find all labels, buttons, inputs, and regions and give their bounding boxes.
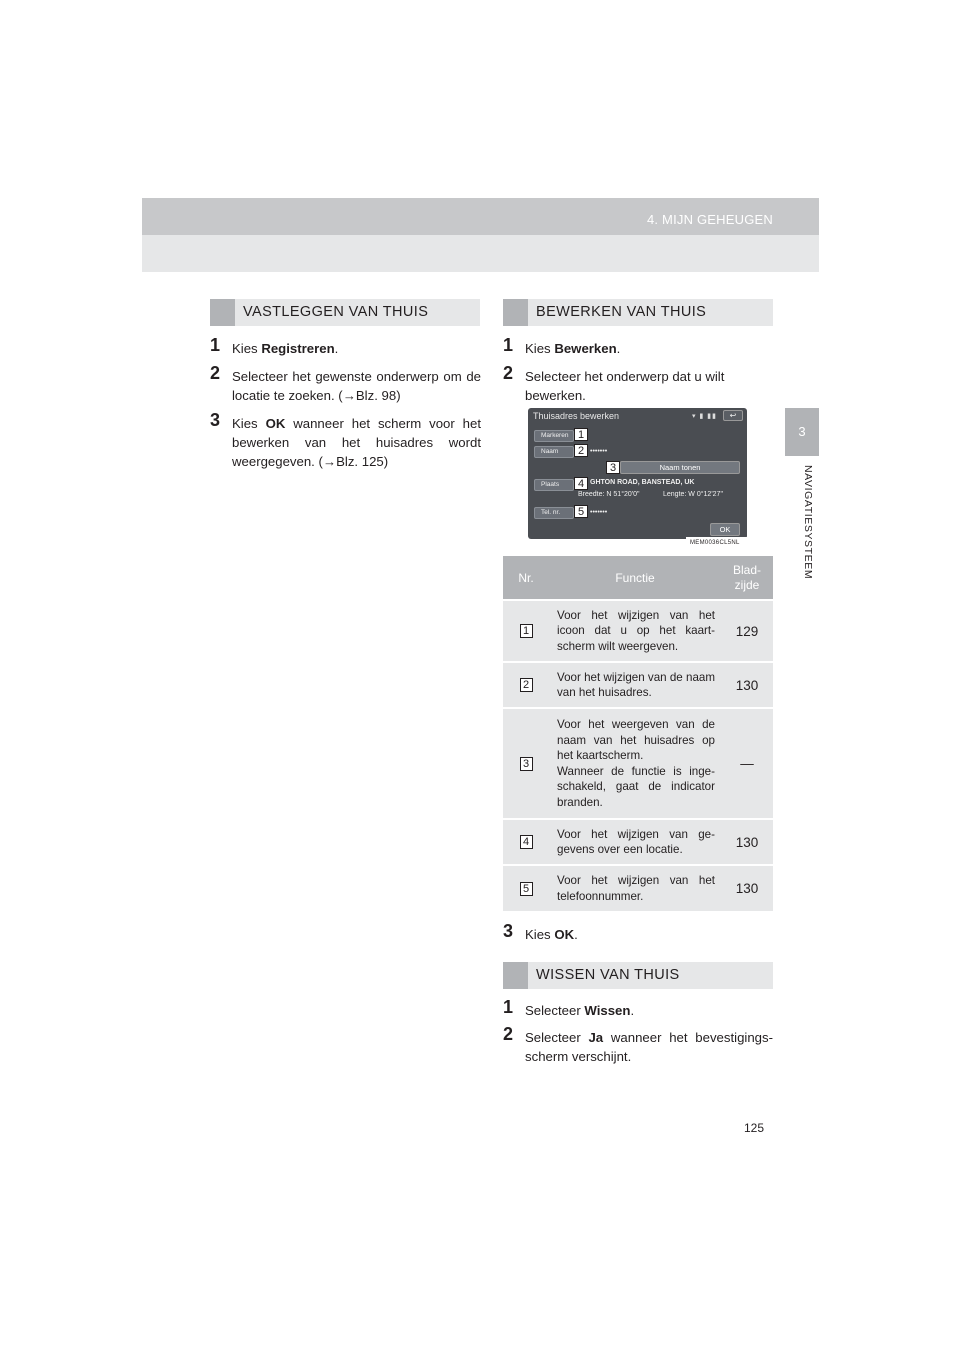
step-right-3 — [503, 921, 773, 944]
step-number: 2 — [503, 1024, 514, 1044]
step-left-3 — [210, 410, 481, 471]
step-text — [503, 1001, 773, 1020]
row-number-box: 4 — [520, 835, 533, 849]
step-text-post: . — [616, 341, 621, 356]
row-page: 130 — [721, 662, 773, 708]
row-number-box: 3 — [520, 757, 533, 771]
step-number: 2 — [210, 363, 221, 383]
row-number-box: 2 — [520, 678, 533, 692]
header-bar — [142, 198, 819, 235]
image-code: MEM0036CL5NL — [690, 540, 740, 546]
page-number: 125 — [744, 1121, 765, 1135]
table-row — [503, 662, 773, 708]
row-number — [503, 600, 549, 662]
callout-4: 4 — [574, 477, 588, 490]
step-text — [503, 339, 773, 358]
step-text: Selecteer het onderwerp dat u wilt bewerken. — [525, 369, 725, 403]
row-page: 130 — [721, 865, 773, 911]
section-vastleggen — [210, 299, 480, 326]
step-left-1 — [210, 335, 481, 358]
step-text — [210, 414, 481, 471]
row-page: — — [721, 708, 773, 819]
col-header-functie: Functie — [549, 556, 721, 600]
naam-tonen-button: Naam tonen — [620, 461, 740, 474]
step-text-pre: Selecteer — [525, 1030, 589, 1045]
step-text-bold: Ja — [588, 1030, 604, 1045]
step-text-bold: OK — [554, 927, 575, 942]
row-function-note: Wanneer de functie is inge-schakeld, gaat de indicator branden. — [557, 764, 715, 809]
tel-button: Tel. nr. — [534, 507, 574, 519]
callout-2: 2 — [574, 444, 588, 457]
row-function: Voor het wijzigen van de naam van het huisadres. — [549, 662, 721, 708]
row-number-box: 5 — [520, 882, 533, 896]
step-number: 3 — [503, 921, 514, 941]
longitude-value: Lengte: W 0°12'27" — [663, 491, 723, 498]
section-title: BEWERKEN VAN THUIS — [536, 304, 707, 320]
step-text-post: . — [630, 1003, 635, 1018]
step-text-pre: Kies — [525, 341, 555, 356]
step-text-bold: Registreren — [261, 341, 335, 356]
row-number — [503, 865, 549, 911]
step-text-pre: Kies — [232, 341, 262, 356]
step-left-2 — [210, 363, 481, 405]
section-marker — [503, 299, 528, 326]
row-number-box: 1 — [520, 624, 533, 638]
naam-button: Naam — [534, 446, 574, 458]
section-marker — [503, 962, 528, 989]
section-marker — [210, 299, 235, 326]
tel-value: ••••••• — [590, 509, 608, 516]
section-bewerken — [503, 299, 773, 326]
back-icon: ↩ — [723, 410, 743, 421]
step-text-bold: OK — [265, 416, 286, 431]
markeren-button: Markeren — [534, 430, 574, 442]
address-value: GHTON ROAD, BANSTEAD, UK — [590, 479, 695, 486]
step-wissen-2 — [503, 1024, 773, 1066]
row-function-text: Voor het weergeven van de naam van het huisadres op het kaartscherm. — [557, 718, 715, 762]
callout-3: 3 — [606, 461, 620, 474]
table-row — [503, 819, 773, 865]
step-text-post: . — [334, 341, 339, 356]
step-text-pre: Selecteer — [525, 1003, 585, 1018]
step-number: 1 — [210, 335, 221, 355]
ok-button: OK — [710, 523, 740, 536]
step-text: Selecteer het gewenste onderwerp om de locatie te zoeken. (→Blz. 98) — [232, 369, 481, 403]
step-text-bold: Bewerken — [554, 341, 617, 356]
row-function: Voor het wijzigen van het icoon dat u op het kaart-scherm wilt weergeven. — [549, 600, 721, 662]
row-page: 130 — [721, 819, 773, 865]
step-number: 1 — [503, 997, 514, 1017]
table-row — [503, 865, 773, 911]
row-number — [503, 662, 549, 708]
chapter-tab: 3 — [785, 408, 819, 456]
row-function — [549, 708, 721, 819]
step-right-2 — [503, 363, 753, 405]
screen-title: Thuisadres bewerken — [533, 411, 620, 421]
screen-illustration — [528, 408, 747, 539]
latitude-value: Breedte: N 51°20'0" — [578, 491, 640, 498]
step-text — [503, 925, 773, 944]
callout-1: 1 — [574, 428, 588, 441]
step-text-post: . — [574, 927, 578, 942]
plaats-button: Plaats — [534, 479, 574, 491]
section-title: VASTLEGGEN VAN THUIS — [243, 304, 429, 320]
table-header-row — [503, 556, 773, 600]
function-table — [503, 556, 773, 911]
step-number: 1 — [503, 335, 514, 355]
table-row — [503, 708, 773, 819]
status-icons: ▾ ▮ ▮▮ — [692, 413, 717, 420]
row-function: Voor het wijzigen van het telefoonnummer. — [549, 865, 721, 911]
step-text-post: wanneer het bevestigings-scherm verschijnt. — [525, 1030, 773, 1064]
step-text — [210, 339, 481, 358]
chapter-side-title: NAVIGATIESYSTEEM — [802, 465, 814, 580]
step-text-pre: Kies — [232, 416, 266, 431]
col-header-nr: Nr. — [503, 556, 549, 600]
step-number: 3 — [210, 410, 221, 430]
col-header-blad: Blad- zijde — [721, 556, 773, 600]
name-value: ••••••• — [590, 448, 608, 455]
section-title: WISSEN VAN THUIS — [536, 967, 680, 983]
step-wissen-1 — [503, 997, 773, 1020]
row-number — [503, 708, 549, 819]
table-row — [503, 600, 773, 662]
section-wissen — [503, 962, 773, 989]
step-text-bold: Wissen — [584, 1003, 631, 1018]
row-function: Voor het wijzigen van ge-gevens over een locatie. — [549, 819, 721, 865]
callout-5: 5 — [574, 505, 588, 518]
step-text-post: wanneer het scherm voor het bewerken van het huisadres wordt weergegeven. (→Blz. 125) — [232, 416, 481, 469]
row-page: 129 — [721, 600, 773, 662]
step-right-1 — [503, 335, 773, 358]
step-number: 2 — [503, 363, 514, 383]
step-text-pre: Kies — [525, 927, 555, 942]
chapter-heading: 4. MIJN GEHEUGEN — [647, 212, 773, 227]
row-number — [503, 819, 549, 865]
step-text — [503, 1028, 773, 1066]
